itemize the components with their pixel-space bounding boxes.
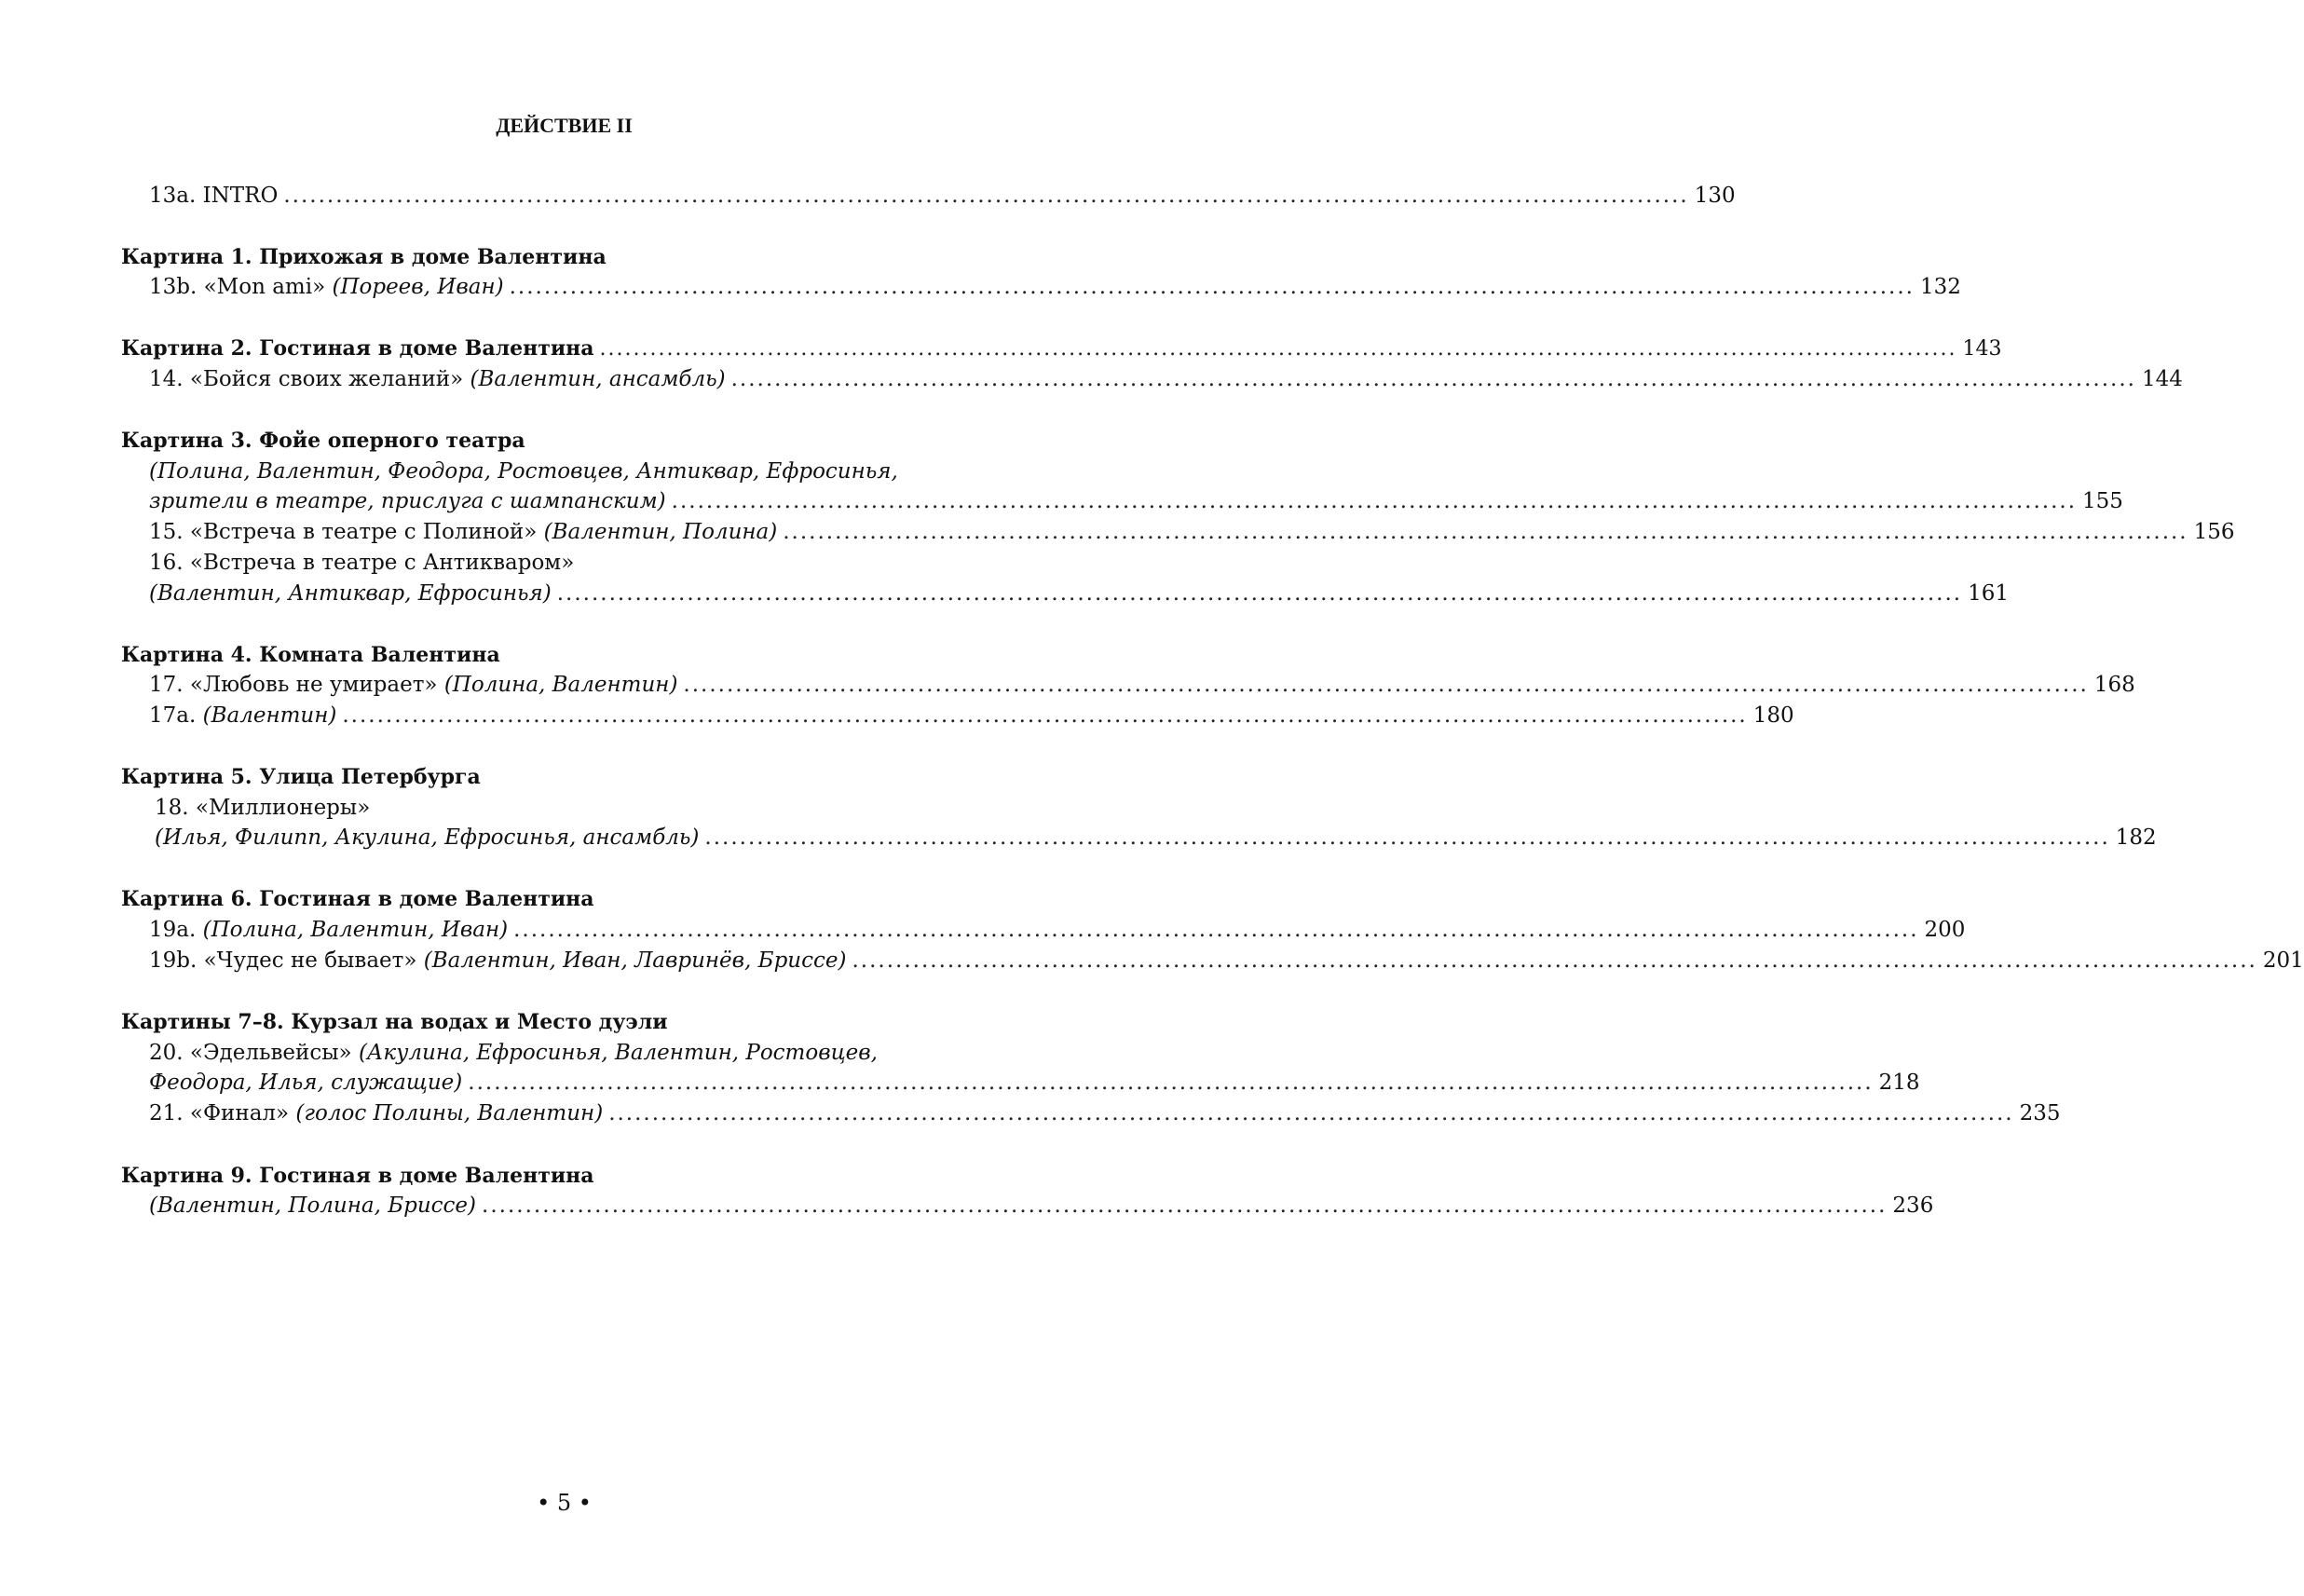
- scene-heading-2: [121, 334, 2002, 362]
- entry-cast: (Валентин, Иван, Лавринёв, Бриссе): [423, 948, 847, 973]
- leader-dots: ..................................................................................................................................................................: [683, 673, 2089, 697]
- entry-page: 144: [2141, 367, 2183, 391]
- entry-cast: (Валентин, Полина, Бриссе): [149, 1194, 477, 1218]
- toc-cast-line-with-page: [121, 1069, 1920, 1097]
- entry-page: 161: [1968, 581, 2009, 606]
- toc-entry-16: 16. «Встреча в театре с Антикваром»: [149, 551, 575, 575]
- leader-dots: ..................................................................................................................................................................: [468, 1071, 1874, 1095]
- entry-cast: (Пореев, Иван): [332, 275, 504, 299]
- entry-page: 200: [1924, 918, 1966, 942]
- leader-dots: ..................................................................................................................................................................: [599, 337, 1957, 361]
- toc-entry-15: [121, 518, 2235, 546]
- entry-number: 13а. INTRO: [149, 184, 279, 208]
- toc-entry-13b: [121, 273, 1961, 301]
- toc-entry-14: [121, 365, 2183, 393]
- entry-number: 21. «Финал»: [149, 1101, 290, 1125]
- leader-dots: ..................................................................................................................................................................: [482, 1194, 1888, 1218]
- leader-dots: ..................................................................................................................................................................: [509, 275, 1915, 299]
- leader-dots: ..................................................................................................................................................................: [730, 367, 2136, 391]
- toc-cast-line: (Полина, Валентин, Феодора, Ростовцев, Антиквар, Ефросинья,: [149, 459, 898, 484]
- entry-cast: (Полина, Валентин, Иван): [202, 918, 509, 942]
- entry-number: 19b. «Чудес не бывает»: [149, 948, 417, 973]
- leader-dots: ..................................................................................................................................................................: [283, 184, 1689, 208]
- entry-number: 14. «Бойся своих желаний»: [149, 367, 464, 391]
- entry-number: 20. «Эдельвейсы»: [149, 1041, 352, 1065]
- entry-number: 17. «Любовь не умирает»: [149, 673, 438, 697]
- leader-dots: ..................................................................................................................................................................: [556, 581, 1963, 606]
- entry-page: 130: [1694, 184, 1736, 208]
- entry-page: 156: [2193, 520, 2235, 544]
- leader-dots: ..................................................................................................................................................................: [704, 825, 2110, 850]
- entry-cast: (Полина, Валентин): [443, 673, 678, 697]
- toc-entry-17a: [121, 702, 1794, 730]
- entry-number: 13b. «Mon ami»: [149, 275, 326, 299]
- entry-cast: (Илья, Филипп, Акулина, Ефросинья, ансамбль): [155, 825, 700, 850]
- toc-entry-20: [121, 1039, 997, 1067]
- toc-entry-18: 18. «Миллионеры»: [155, 796, 371, 820]
- leader-dots: ..................................................................................................................................................................: [608, 1101, 2014, 1125]
- entry-page: 168: [2093, 673, 2135, 697]
- entry-page: 180: [1752, 703, 1794, 728]
- entry-cast: (Валентин, Антиквар, Ефросинья): [149, 581, 552, 606]
- scene-heading-9: Картина 9. Гостиная в доме Валентина: [121, 1164, 594, 1188]
- toc-cast-line-with-page: [121, 487, 2123, 515]
- scene-heading-6: Картина 6. Гостиная в доме Валентина: [121, 887, 594, 911]
- scene-heading-1: Картина 1. Прихожая в доме Валентина: [121, 245, 607, 269]
- entry-cast: (голос Полины, Валентин): [295, 1101, 604, 1125]
- toc-entry-19b: [121, 947, 2304, 975]
- entry-cast: зрители в театре, прислуга с шампанским): [149, 489, 666, 513]
- entry-page: 132: [1919, 275, 1961, 299]
- entry-cast: (Валентин, ансамбль): [470, 367, 726, 391]
- leader-dots: ..................................................................................................................................................................: [513, 918, 1919, 942]
- entry-page: 155: [2082, 489, 2123, 513]
- entry-cast: (Акулина, Ефросинья, Валентин, Ростовцев,: [358, 1041, 878, 1065]
- toc-entry-19a: [121, 916, 1966, 944]
- entry-page: 182: [2115, 825, 2157, 850]
- leader-dots: ..................................................................................................................................................................: [671, 489, 2078, 513]
- toc-cast-line-with-page: [121, 580, 2009, 607]
- entry-page: 201: [2262, 948, 2304, 973]
- entry-page: 218: [1878, 1071, 1920, 1095]
- entry-number: 17а.: [149, 703, 197, 728]
- toc-entry-21: [121, 1099, 2061, 1127]
- toc-cast-line-with-page: [121, 824, 2157, 852]
- entry-page: 143: [1962, 337, 2002, 361]
- scene-heading-7-8: Картины 7–8. Курзал на водах и Место дуэли: [121, 1010, 668, 1034]
- scene-heading-4: Картина 4. Комната Валентина: [121, 643, 500, 667]
- page-number: • 5 •: [537, 1490, 592, 1516]
- entry-number: 15. «Встреча в театре с Полиной»: [149, 520, 538, 544]
- act-title: ДЕЙСТВИЕ II: [496, 114, 633, 137]
- leader-dots: ..................................................................................................................................................................: [783, 520, 2188, 544]
- leader-dots: ..................................................................................................................................................................: [852, 948, 2257, 973]
- entry-cast: (Валентин): [202, 703, 337, 728]
- leader-dots: ..................................................................................................................................................................: [342, 703, 1748, 728]
- scene-heading-3: Картина 3. Фойе оперного театра: [121, 429, 525, 453]
- entry-cast: (Валентин, Полина): [543, 520, 778, 544]
- toc-cast-line-with-page: [121, 1192, 1934, 1220]
- toc-entry-17: [121, 671, 2135, 699]
- entry-page: 236: [1892, 1194, 1934, 1218]
- scene-title: Картина 2. Гостиная в доме Валентина: [121, 336, 594, 361]
- toc-entry-intro: [121, 182, 1736, 210]
- scene-heading-5: Картина 5. Улица Петербурга: [121, 765, 481, 789]
- entry-number: 19а.: [149, 918, 197, 942]
- entry-page: 235: [2019, 1101, 2061, 1125]
- entry-cast: Феодора, Илья, служащие): [149, 1071, 463, 1095]
